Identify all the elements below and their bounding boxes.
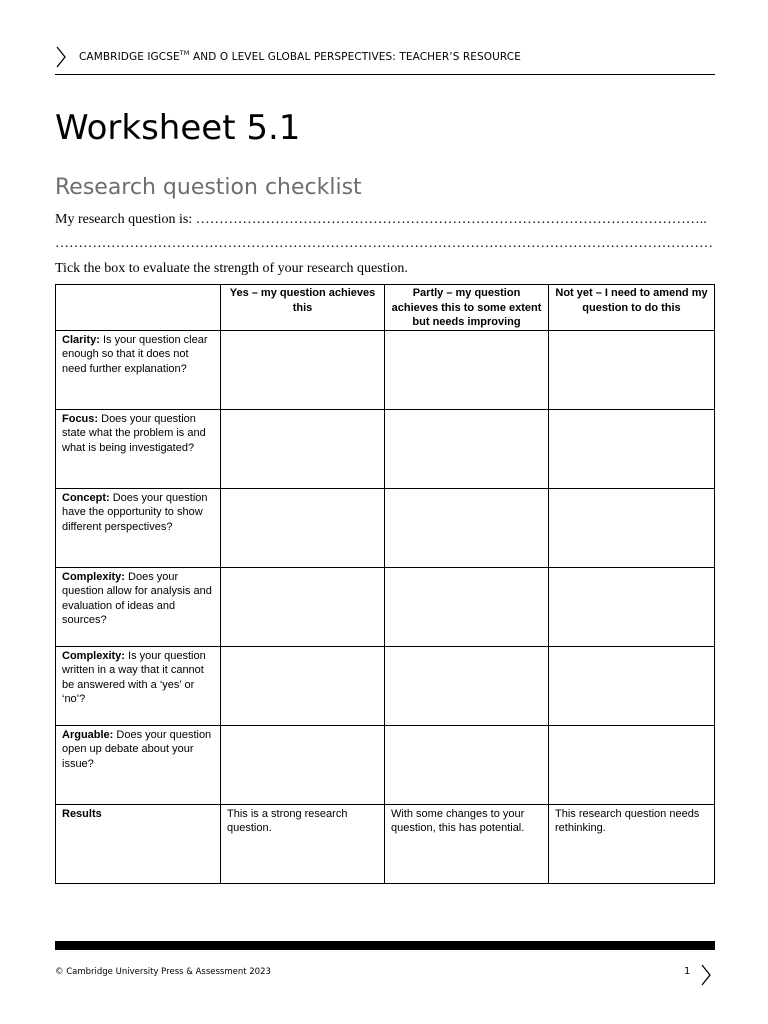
tick-box-partly[interactable]: [385, 409, 549, 488]
tick-box-yes[interactable]: [221, 646, 385, 725]
table-row-arguable: [56, 725, 715, 804]
criterion-cell: [56, 646, 221, 725]
tick-box-yes[interactable]: [221, 567, 385, 646]
tick-box-not-yet[interactable]: [549, 488, 715, 567]
tick-box-not-yet[interactable]: [549, 330, 715, 409]
criterion-label: Arguable:: [62, 728, 114, 741]
results-yes-cell: This is a strong research question.: [221, 804, 385, 883]
tick-box-not-yet[interactable]: [549, 646, 715, 725]
table-row-clarity: [56, 330, 715, 409]
tick-box-not-yet[interactable]: [549, 725, 715, 804]
page-title: Worksheet 5.1: [55, 108, 301, 148]
criterion-text: Does your question have the opportunity to show different perspectives?: [62, 491, 208, 533]
tick-box-yes[interactable]: [221, 725, 385, 804]
tick-box-partly[interactable]: [385, 567, 549, 646]
tick-box-partly[interactable]: [385, 725, 549, 804]
criterion-cell: [56, 567, 221, 646]
criterion-cell: [56, 725, 221, 804]
chevron-right-icon: [55, 46, 67, 68]
header-cell-partly: Partly – my question achieves this to some extent but needs improving: [385, 285, 549, 331]
criterion-cell: [56, 409, 221, 488]
results-label: Results: [62, 807, 102, 820]
criterion-cell: [56, 330, 221, 409]
checklist-table: [55, 284, 715, 884]
header-cell-yes: Yes – my question achieves this: [221, 285, 385, 331]
criterion-label: Concept:: [62, 491, 110, 504]
tick-box-partly[interactable]: [385, 330, 549, 409]
page-number: 1: [684, 966, 691, 977]
criterion-cell: [56, 488, 221, 567]
footer-divider: [55, 941, 715, 950]
copyright-text: © Cambridge University Press & Assessment 2023: [55, 967, 271, 977]
page-header: [55, 44, 715, 75]
results-not-yet-cell: This research question needs rethinking.: [549, 804, 715, 883]
chevron-right-icon: [700, 964, 712, 986]
criterion-text: Does your question allow for analysis and evaluation of ideas and sources?: [62, 570, 212, 626]
header-cell-not-yet: Not yet – I need to amend my question to do this: [549, 285, 715, 331]
criterion-label: Focus:: [62, 412, 99, 425]
table-row-concept: [56, 488, 715, 567]
criterion-label: Complexity:: [62, 649, 125, 662]
tick-box-not-yet[interactable]: [549, 567, 715, 646]
header-title: CAMBRIDGE IGCSE™ AND O LEVEL GLOBAL PERSPECTIVES: TEACHER’S RESOURCE: [79, 49, 521, 63]
criterion-text: Does your question open up debate about your issue?: [62, 728, 212, 770]
criterion-text: Is your question clear enough so that it does not need further explanation?: [62, 333, 208, 375]
table-row-complexity-analysis: [56, 567, 715, 646]
table-row-focus: [56, 409, 715, 488]
page-subtitle: Research question checklist: [55, 175, 362, 200]
criterion-label: Clarity:: [62, 333, 100, 346]
tick-box-partly[interactable]: [385, 646, 549, 725]
criterion-text: Is your question written in a way that it cannot be answered with a ‘yes’ or ‘no’?: [62, 649, 206, 705]
tick-box-yes[interactable]: [221, 488, 385, 567]
tick-box-partly[interactable]: [385, 488, 549, 567]
table-header-row: [56, 285, 715, 331]
tick-box-not-yet[interactable]: [549, 409, 715, 488]
research-question-line[interactable]: My research question is: ………………………………………………………………………………………………..: [55, 212, 707, 227]
criterion-label: Complexity:: [62, 570, 125, 583]
table-row-results: [56, 804, 715, 883]
results-label-cell: [56, 804, 221, 883]
results-partly-cell: With some changes to your question, this has potential.: [385, 804, 549, 883]
research-question-continuation-line[interactable]: ……………………………………………………………………………………………………………………………: [55, 236, 713, 251]
header-cell-criteria: [56, 285, 221, 331]
tick-box-yes[interactable]: [221, 409, 385, 488]
instruction-text: Tick the box to evaluate the strength of your research question.: [55, 261, 408, 276]
criterion-text: Does your question state what the problem is and what is being investigated?: [62, 412, 206, 454]
table-row-complexity-yes-no: [56, 646, 715, 725]
tick-box-yes[interactable]: [221, 330, 385, 409]
